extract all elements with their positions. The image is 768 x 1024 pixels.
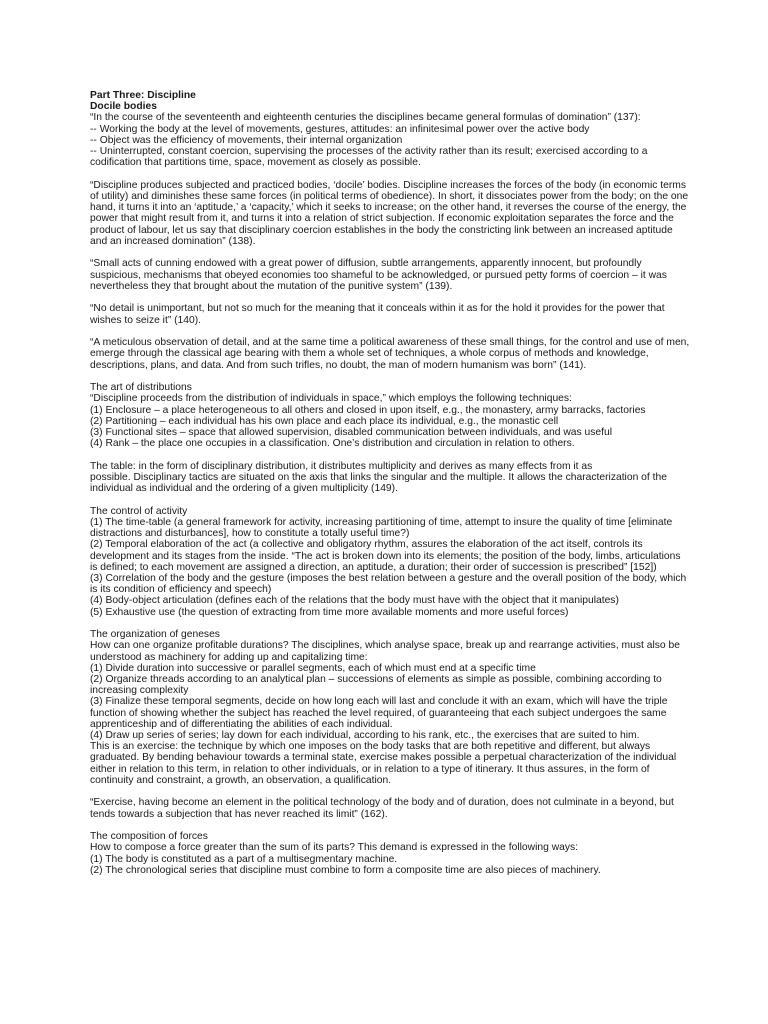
paragraph xyxy=(90,258,690,292)
text-line: The art of distributions xyxy=(90,382,192,394)
text-line: “In the course of the seventeenth and eighteenth centuries the disciplines became general formulas of domination” (137): xyxy=(90,112,641,124)
text-line: -- Working the body at the level of movements, gestures, attitudes: an infinitesimal power over the active body xyxy=(90,123,590,135)
paragraph-gap xyxy=(90,247,690,258)
text-line: The organization of geneses xyxy=(90,629,220,641)
text-line: continuity and constraint, a growth, an observation, a qualification. xyxy=(90,774,392,786)
text-line: (3) Functional sites – space that allowed supervision, disabled communication between individuals, and was useful xyxy=(90,427,612,439)
text-line: descriptions, plans, and data. And from such trifles, no doubt, the man of modern humanism was born” (141). xyxy=(90,359,587,371)
paragraph xyxy=(90,112,690,168)
text-line: wishes to seize it” (140). xyxy=(90,314,202,326)
text-line: individual as individual and the ordering of a given multiplicity (149). xyxy=(90,483,398,495)
text-line: (1) The time-table (a general framework for activity, increasing partitioning of time, attempt to insure the quality of time [eliminate xyxy=(90,517,673,529)
text-line: How can one organize profitable durations? The disciplines, which analyse space, break up and rearrange activities, must also be xyxy=(90,640,680,652)
text-line: (2) Partitioning – each individual has his own place and each place its individual, e.g., the monastic cell xyxy=(90,415,559,427)
text-line: understood as machinery for adding up and capitalizing time: xyxy=(90,651,368,663)
text-line: This is an exercise: the technique by which one imposes on the body tasks that are both repetitive and different, but always xyxy=(90,741,651,753)
text-line: (3) Finalize these temporal segments, decide on how long each will last and conclude it with an exam, which will have the triple xyxy=(90,696,668,708)
text-line: codification that partitions time, space, movement as closely as possible. xyxy=(90,157,421,169)
paragraph-gap xyxy=(90,326,690,337)
text-line: “A meticulous observation of detail, and at the same time a political awareness of these small things, for the control and use of men, xyxy=(90,337,690,349)
paragraph-gap xyxy=(90,449,690,460)
text-line: power that might result from it, and turns it into a relation of strict subjection. If economic exploitation separates the force and the xyxy=(90,213,674,225)
text-line: (4) Body-object articulation (defines each of the relations that the body must have with the object that it manipulates) xyxy=(90,595,619,607)
text-line: The table: in the form of disciplinary distribution, it distributes multiplicity and derives as many effects from it as xyxy=(90,460,593,472)
paragraph-gap xyxy=(90,820,690,831)
text-line: graduated. By bending behaviour towards a terminal state, exercise makes possible a perpetual characterization of the individual xyxy=(90,752,677,764)
section-subtitle: Docile bodies xyxy=(90,101,157,113)
document-body xyxy=(90,112,690,876)
paragraph xyxy=(90,629,690,786)
text-line: How to compose a force greater than the sum of its parts? This demand is expressed in the following ways: xyxy=(90,842,579,854)
text-line: (4) Draw up series of series; lay down for each individual, according to his rank, etc., the exercises that are suited to him. xyxy=(90,730,640,742)
text-line: product of labour, let us say that disciplinary coercion establishes in the body the constricting link between an increased aptitude xyxy=(90,224,673,236)
text-line: (1) The body is constituted as a part of a multisegmentary machine. xyxy=(90,853,398,865)
paragraph-gap xyxy=(90,786,690,797)
text-line: “Small acts of cunning endowed with a great power of diffusion, subtle arrangements, apparently innocent, but profoundly xyxy=(90,258,642,270)
text-line: tends towards a subjection that has never reached its limit” (162). xyxy=(90,808,388,820)
text-line: of utility) and diminishes these same forces (in political terms of obedience). In short, it dissociates power from the body; on the one xyxy=(90,191,689,203)
text-line: (3) Correlation of the body and the gesture (imposes the best relation between a gesture and the overall position of the body, which xyxy=(90,573,687,585)
text-line: The composition of forces xyxy=(90,831,208,843)
text-line: is its condition of efficiency and speech) xyxy=(90,584,272,596)
paragraph xyxy=(90,797,690,819)
section-title: Part Three: Discipline xyxy=(90,90,196,101)
paragraph xyxy=(90,506,690,618)
paragraph xyxy=(90,831,690,876)
text-line: nevertheless they that brought about the mutation of the punitive system” (139). xyxy=(90,280,453,292)
text-line: (1) Enclosure – a place heterogeneous to all others and closed in upon itself, e.g., the monastery, army barracks, factories xyxy=(90,404,646,416)
paragraph xyxy=(90,382,690,449)
text-line: (4) Rank – the place one occupies in a classification. One’s distribution and circulation in relation to others. xyxy=(90,438,575,450)
text-line: increasing complexity xyxy=(90,685,189,697)
text-line: -- Uninterrupted, constant coercion, supervising the processes of the activity rather than its result; exercised according to a xyxy=(90,146,648,158)
text-line: (2) Temporal elaboration of the act (a collective and obligatory rhythm, assures the elaboration of the act itself, controls its xyxy=(90,539,643,551)
text-line: (1) Divide duration into successive or parallel segments, each of which must end at a specific time xyxy=(90,662,536,674)
text-line: suspicious, mechanisms that obeyed economies too shameful to be acknowledged, or pursued petty forms of coercion – it was xyxy=(90,269,667,281)
paragraph xyxy=(90,461,690,495)
paragraph-gap xyxy=(90,494,690,505)
text-line: function of showing whether the subject has reached the level required, of guaranteeing that each subject undergoes the same xyxy=(90,707,667,719)
text-line: hand, it turns it into an ‘aptitude,’ a ‘capacity,’ which it seeks to increase; on the other hand, it reverses the course of the energy, the xyxy=(90,202,687,214)
text-line: distractions and disturbances], how to constitute a totally useful time?) xyxy=(90,528,410,540)
text-line: “Discipline produces subjected and practiced bodies, ‘docile’ bodies. Discipline increases the forces of the body (in economic terms xyxy=(90,179,686,191)
text-line: either in relation to this term, in relation to other individuals, or in relation to a type of itinerary. It thus assures, in the form of xyxy=(90,763,650,775)
text-line: emerge through the classical age bearing with them a whole set of techniques, a whole corpus of methods and knowledge, xyxy=(90,348,649,360)
text-line: “No detail is unimportant, but not so much for the meaning that it conceals within it as for the hold it provides for the power that xyxy=(90,303,665,315)
text-line: The control of activity xyxy=(90,505,188,517)
text-line: “Exercise, having become an element in the political technology of the body and of duration, does not culminate in a beyond, but xyxy=(90,797,674,809)
paragraph-gap xyxy=(90,371,690,382)
text-line: apprenticeship and of differentiating the abilities of each individual. xyxy=(90,718,393,730)
document-page xyxy=(90,90,690,876)
paragraph-gap xyxy=(90,292,690,303)
paragraph-gap xyxy=(90,168,690,179)
text-line: “Discipline proceeds from the distribution of individuals in space,” which employs the following techniques: xyxy=(90,393,572,405)
text-line: (2) Organize threads according to an analytical plan – successions of elements as simple as possible, combining according to xyxy=(90,674,662,686)
text-line: possible. Disciplinary tactics are situated on the axis that links the singular and the multiple. It allows the characterization of the xyxy=(90,472,667,484)
text-line: development and its stages from the inside. “The act is broken down into its elements; the position of the body, limbs, articulations xyxy=(90,550,681,562)
paragraph xyxy=(90,337,690,371)
text-line: is defined; to each movement are assigned a direction, an aptitude, a duration; their order of succession is prescribed” [152]) xyxy=(90,561,657,573)
text-line: -- Object was the efficiency of movements, their internal organization xyxy=(90,134,403,146)
paragraph xyxy=(90,180,690,247)
text-line: (2) The chronological series that discipline must combine to form a composite time are also pieces of machinery. xyxy=(90,864,601,876)
text-line: (5) Exhaustive use (the question of extracting from time more available moments and more useful forces) xyxy=(90,606,569,618)
paragraph xyxy=(90,303,690,325)
paragraph-gap xyxy=(90,618,690,629)
text-line: and an increased domination” (138). xyxy=(90,235,256,247)
